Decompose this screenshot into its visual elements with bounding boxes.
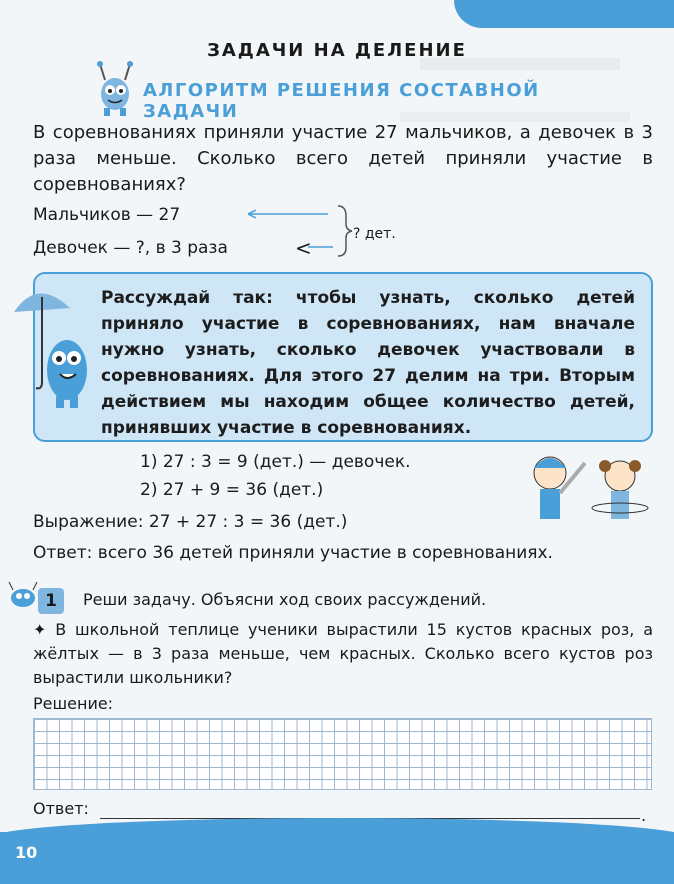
solution-step-2: 2) 27 + 9 = 36 (дет.) — [140, 480, 324, 500]
footer-band — [0, 832, 674, 884]
diagram-less-sign: < — [295, 236, 312, 260]
task-text: ✦ В школьной теплице ученики вырастили 15 кустов красных роз, а жёлтых — в 3 раза меньше, чем красных. Сколько всего кустов роз вырастили школьники? — [33, 620, 653, 687]
diagram-brace-icon — [238, 204, 358, 258]
diagram-girls: Девочек — ?, в 3 раза — [33, 238, 228, 258]
page-number: 10 — [15, 843, 38, 862]
solution-answer: Ответ: всего 36 детей приняли участие в соревнованиях. — [33, 543, 553, 563]
page-subtitle: АЛГОРИТМ РЕШЕНИЯ СОСТАВНОЙ ЗАДАЧИ — [143, 80, 540, 122]
answer-period: . — [641, 806, 647, 825]
small-creature-icon — [5, 580, 41, 610]
answer-label: Ответ: — [33, 799, 89, 818]
page-title: ЗАДАЧИ НА ДЕЛЕНИЕ — [207, 40, 467, 61]
mascot-monster-icon — [90, 58, 140, 120]
umbrella-mascot-icon — [12, 282, 92, 432]
solution-label: Решение: — [33, 694, 114, 713]
diagram-boys: Мальчиков — 27 — [33, 205, 181, 225]
top-corner-decoration — [454, 0, 674, 28]
task-number-badge: 1 — [38, 588, 64, 614]
problem-text: В соревнованиях приняли участие 27 мальчиков, а девочек в 3 раза меньше. Сколько всего детей приняли участие в соревнованиях? — [33, 122, 653, 195]
solution-expression: Выражение: 27 + 27 : 3 = 36 (дет.) — [33, 512, 348, 532]
children-illustration-icon — [515, 448, 655, 538]
hint-text: Рассуждай так: чтобы узнать, сколько детей приняло участие в соревнованиях, нам вначале нужно узнать, сколько девочек участвовали в соревнованиях. Для этого 27 делим на три. Вторым действием мы находим общее количество детей, принявших участие в соревнованиях. — [101, 288, 635, 438]
answer-grid[interactable] — [33, 718, 652, 790]
task-instruction: Реши задачу. Объясни ход своих рассуждений. — [83, 590, 487, 609]
diagram-total: ? дет. — [353, 226, 396, 242]
solution-step-1: 1) 27 : 3 = 9 (дет.) — девочек. — [140, 452, 411, 472]
